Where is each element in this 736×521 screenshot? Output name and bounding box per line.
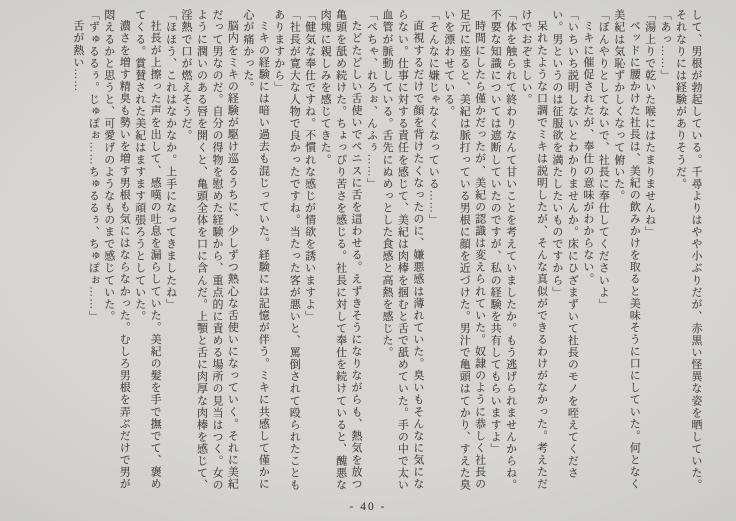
paragraph: 「湯上りで乾いた喉にはたまりませんね」 [643, 9, 656, 238]
page-number: - 40 - [349, 501, 387, 513]
vertical-text-body [57, 9, 703, 492]
paragraph: 「そんなに嫌じゃなくなっている……」 [427, 9, 440, 226]
paragraph: 直視するだけで顔を背けたくなったのに、嫌悪感は薄れていた。臭いもそんなに気にならない。仕事に対する責任を感じて、美紀は肉棒を掴むと舌で舐めていた。手の中で太い血管が脈動している。舌先にぬめっとした食感と高熱を感じた。 [380, 9, 424, 491]
paragraph: 脳内をミキの経験が駆け巡るうちに、少しずつ熱心な舌使いになっていく。それに美紀だって男なのだ。自分の得物を慰めた経験から、重点的に責める場所の見当はつく。女のように潤いのある唇を開くと、亀頭全体を口に含んだ。上顎と舌に肉厚な肉棒を感じて、淫熱で口が燃えそうだ。 [180, 9, 239, 491]
paragraph: 「ほほう、これはなかなか。上手になってきましたね」 [164, 9, 177, 311]
paragraph: 呆れたような口調でミキは説明したが、そんな真似ができるわけがなかった。考えただけでおぞましい。 [520, 9, 548, 490]
paragraph: 社長が上擦った声を出して、感嘆の吐息を漏らしていた。美紀の髪を手で撫でて、褒めてくる。賞賛された美紀はますます頑張ろうとしていた。 [133, 9, 162, 490]
paragraph: 「ぼんやりとしてないで、社長に奉仕してくださいよ」 [597, 9, 610, 311]
paragraph: して、男根が勃起している。千尋よりはやや小ぶりだが、赤黒い怪異な姿を晒していた。それなりには経験がありそうだ。 [674, 9, 702, 491]
paragraph: 「健気な奉仕ですね。不慣れな感じが情欲を誘いますよ」 [303, 9, 316, 323]
paragraph: 「社長が寛大な人物で良かったですね。当たった客が悪いと、罵倒されて殴られたこともありますから」 [272, 9, 301, 491]
paragraph: 「体を触られて終わりなんて甘いことを考えていましたか。もう逃げられませんからね。不要な知識については遮断していたのですが、私の経験を共有してもらいますよ」 [489, 9, 517, 491]
paragraph: 「ずゅるるぅ。じゅぽぉ……ちゅるるぅ、ちゅぽぉ……」 [87, 9, 100, 323]
paragraph: たどたどしい舌使いでペニスに舌を這わせる。えずきそうになりながらも、熱気を放つ亀頭を舐め続けた。ちょっぴり苦さを感じる。社長に対して奉仕を続けていると、醜悪な肉塊に親しみを感じてきた。 [319, 9, 363, 491]
paragraph: 舌が熱い…… [71, 20, 84, 93]
paragraph: 「あっ……」 [659, 9, 672, 82]
paragraph: 「ぺちゃ、れろぉ、んふぅ……」 [365, 9, 378, 190]
paragraph: ミキに催促されたが、奉仕の意味がわからない。 [581, 20, 594, 286]
paragraph: ミキの経験には暗い過去も混じっていた。経験には記憶が伴う。ミキに共感して僅かに心が痛かった。 [241, 9, 270, 490]
paragraph: 濃さを増す精臭も勢いを増す男根も気にはならなかった。むしろ男根を弄ぶだけで男が悶えるかと思うと、可愛げのようなものまで感じていた。 [102, 9, 131, 490]
paragraph: ベッドに腰かけた社長は、美紀の飲みかけを取ると美味そうに口にしていた。何となく美紀は気恥ずかしくなって俯いた。 [612, 9, 641, 490]
paragraph: 「いちいち説明しないとわかりませんか。床にひざまずいて社長のモノを咥えてください。男というのは征服欲を満たしたいものですから」 [550, 9, 579, 479]
paragraph: 時間にしたら僅かだったが、美紀の認識は変えられていた。奴隷のように恭しく社長の足元に座ると、美紀は脈打っている男根に顔を近づけた。男汁で亀頭はてかり、すえた臭いを漂わせている。 [442, 9, 486, 491]
